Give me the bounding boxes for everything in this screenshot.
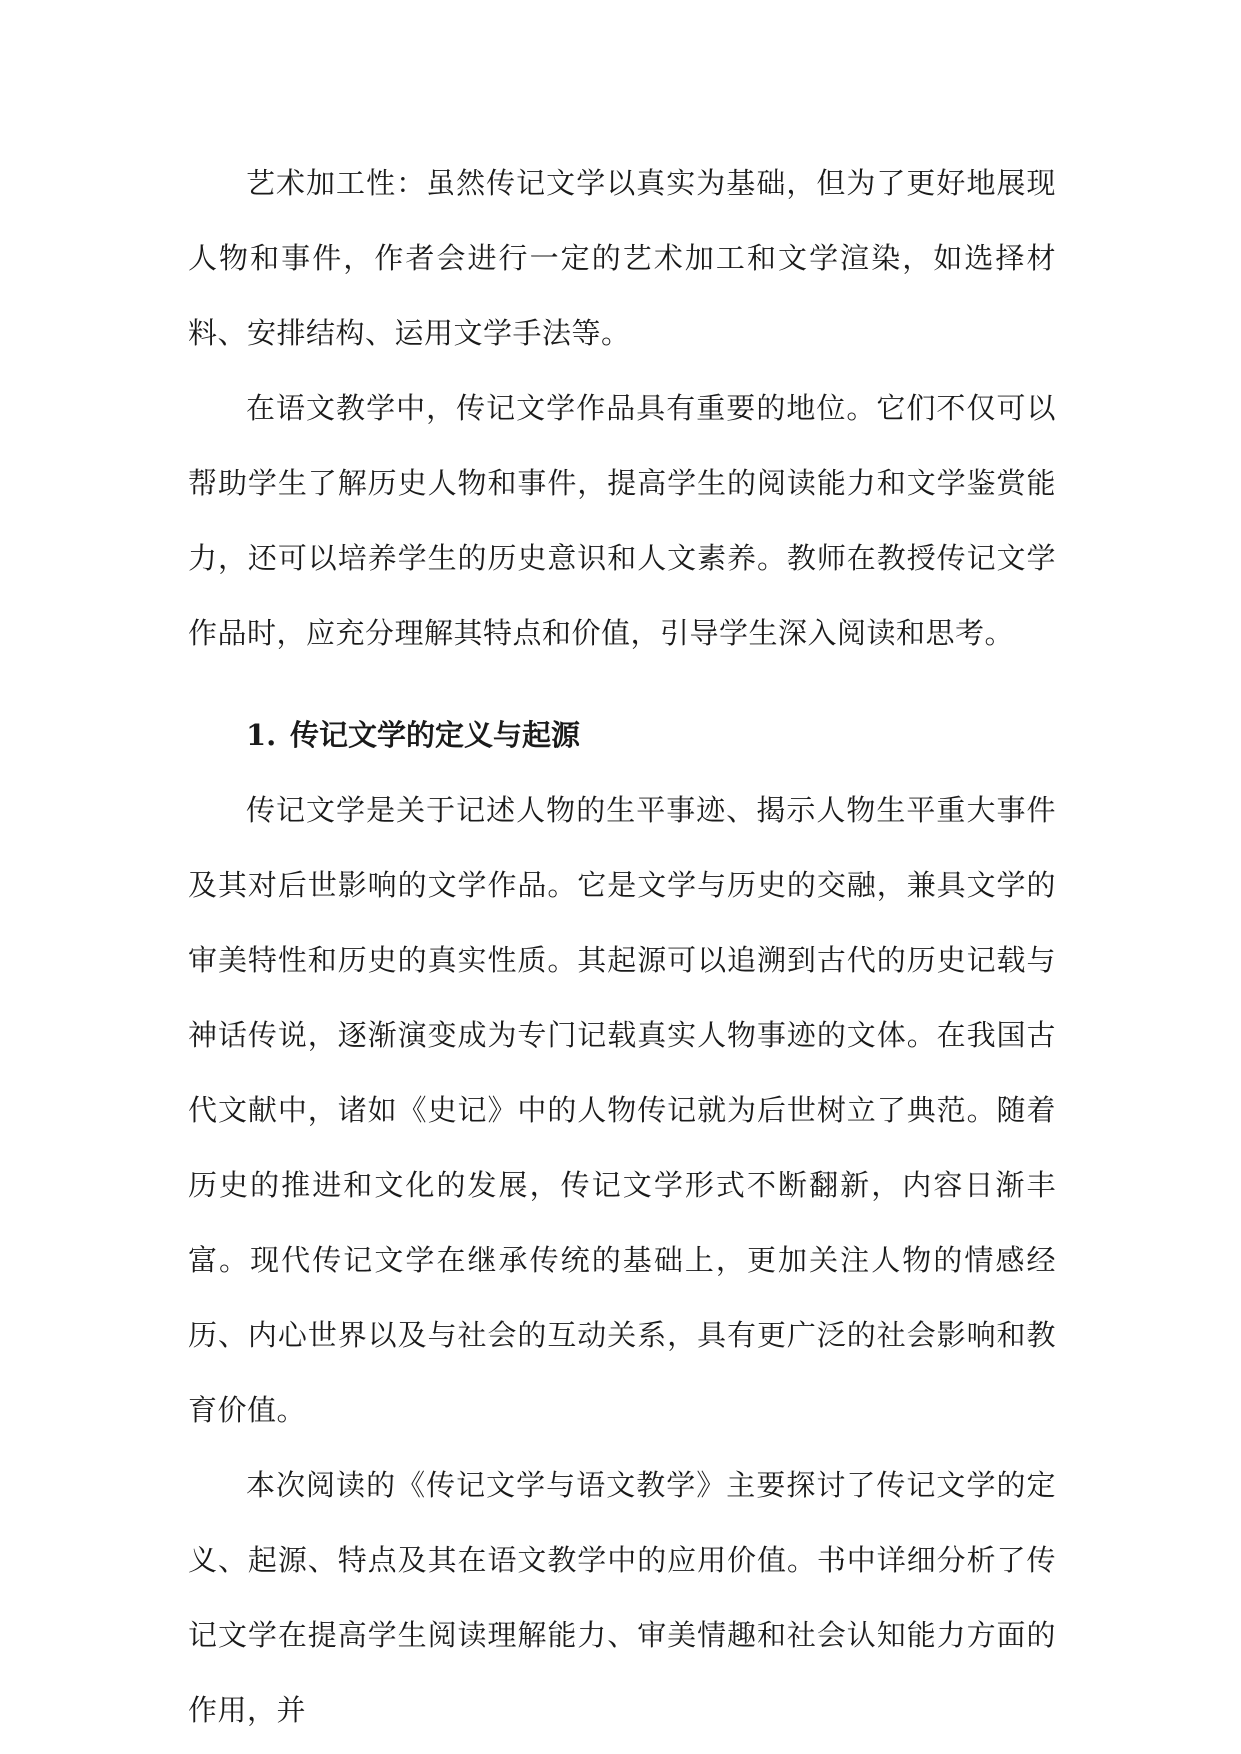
section-title: 传记文学的定义与起源 [290,718,581,752]
paragraph-reading-summary: 本次阅读的《传记文学与语文教学》主要探讨了传记文学的定义、起源、特点及其在语文教学中的应用价值。书中详细分析了传记文学在提高学生阅读理解能力、审美情趣和社会认知能力方面的作用，并 [188,1468,1056,1727]
paragraph-definition-origin: 传记文学是关于记述人物的生平事迹、揭示人物生平重大事件及其对后世影响的文学作品。它是文学与历史的交融，兼具文学的审美特性和历史的真实性质。其起源可以追溯到古代的历史记载与神话传说，逐渐演变成为专门记载真实人物事迹的文体。在我国古代文献中，诸如《史记》中的人物传记就为后世树立了典范。随着历史的推进和文化的发展，传记文学形式不断翻新，内容日渐丰富。现代传记文学在继承传统的基础上，更加关注人物的情感经历、内心世界以及与社会的互动关系，具有更广泛的社会影响和教育价值。 [188,793,1056,1427]
paragraph-teaching-role: 在语文教学中，传记文学作品具有重要的地位。它们不仅可以帮助学生了解历史人物和事件，提高学生的阅读能力和文学鉴赏能力，还可以培养学生的历史意识和人文素养。教师在教授传记文学作品时，应充分理解其特点和价值，引导学生深入阅读和思考。 [188,391,1056,650]
section-heading [188,698,1056,773]
section-number: 1. [246,718,277,752]
paragraph-artistic-processing: 艺术加工性：虽然传记文学以真实为基础，但为了更好地展现人物和事件，作者会进行一定的艺术加工和文学渲染，如选择材料、安排结构、运用文学手法等。 [188,166,1056,350]
document-body [188,146,1056,1748]
